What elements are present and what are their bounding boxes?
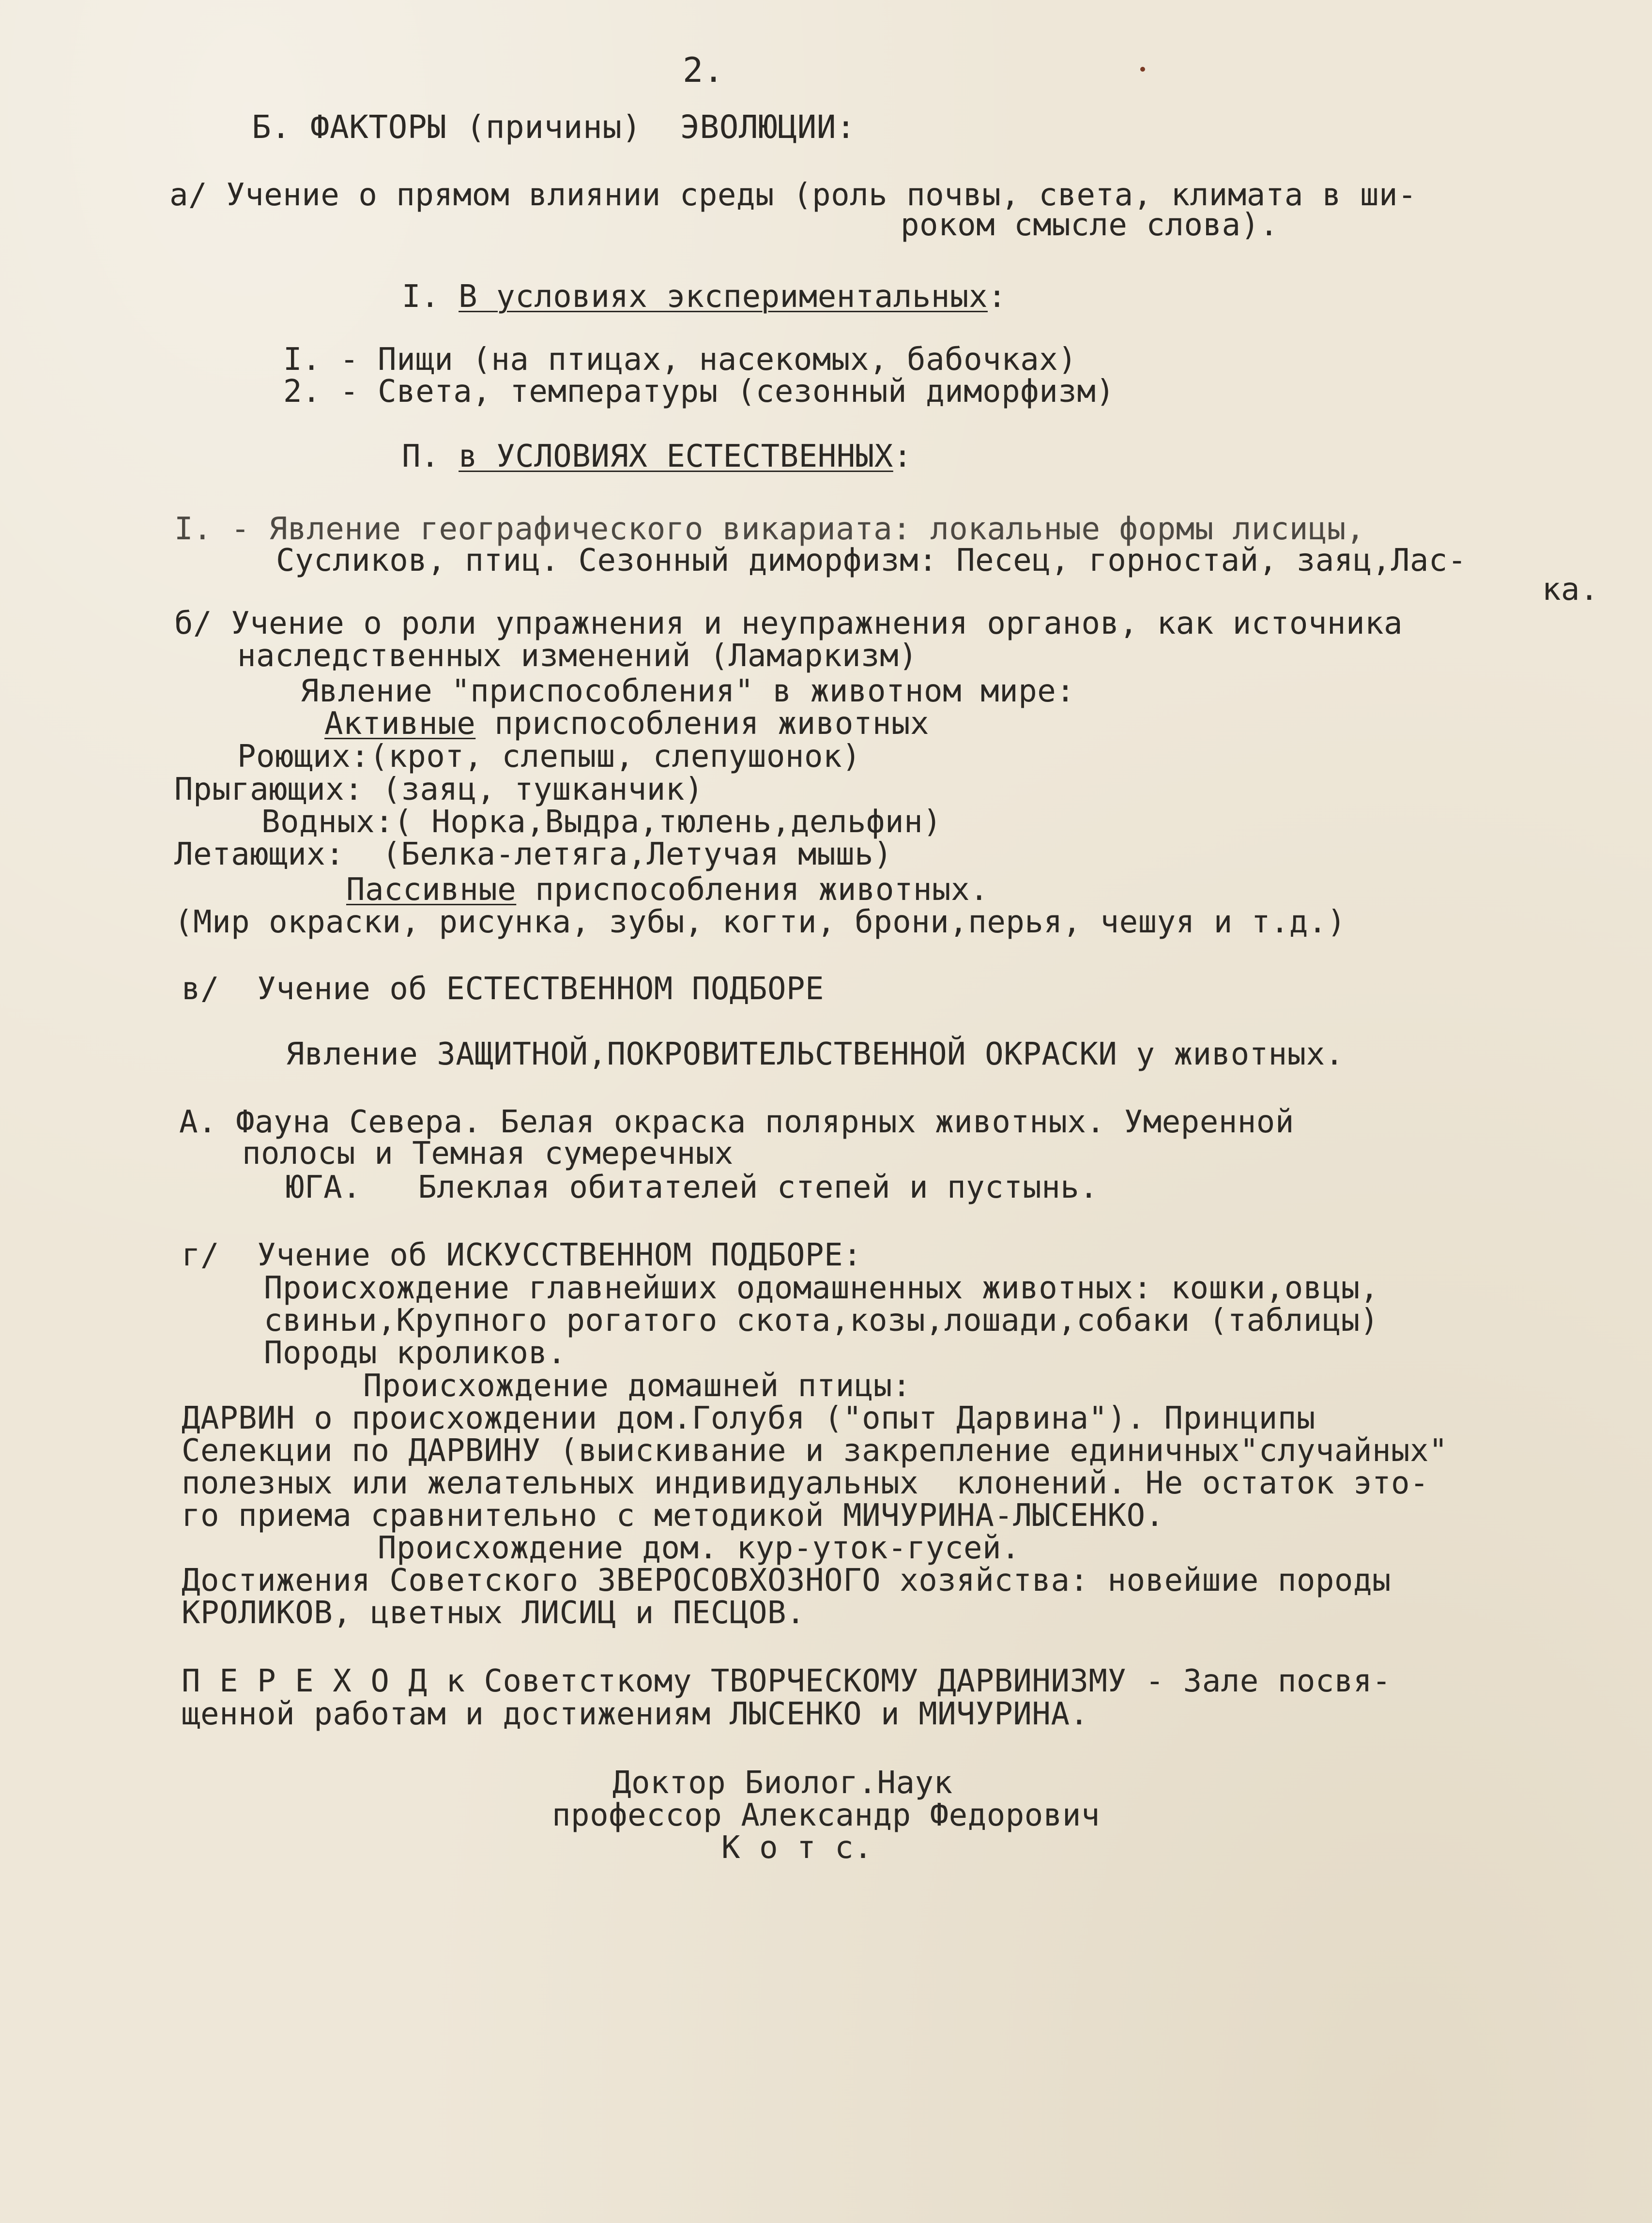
section-g-line-7: Селекции по ДАРВИНУ (выискивание и закрепление единичных"случайных" bbox=[182, 1433, 1448, 1469]
subsection-natural-heading bbox=[402, 441, 912, 472]
page-number: 2. bbox=[683, 50, 724, 90]
active-rest: приспособления животных bbox=[475, 706, 929, 742]
transition-line-1: П Е Р Е Х О Д к Советсткому ТВОРЧЕСКОМУ ДАРВИНИЗМУ - Зале посвя- bbox=[182, 1663, 1391, 1699]
section-g-line-12: КРОЛИКОВ, цветных ЛИСИЦ и ПЕСЦОВ. bbox=[182, 1595, 806, 1631]
digging-animals: Роющих:(крот, слепыш, слепушонок) bbox=[237, 739, 861, 775]
subsection-experimental-heading bbox=[402, 281, 1007, 313]
passive-list: (Мир окраски, рисунка, зубы, когти, брони,перья, чешуя и т.д.) bbox=[174, 904, 1346, 940]
jumping-animals: Прыгающих: (заяц, тушканчик) bbox=[174, 772, 704, 807]
section-g-line-9: го приема сравнительно с методикой МИЧУРИНА-ЛЫСЕНКО. bbox=[182, 1498, 1164, 1534]
subsection-title: В условиях экспериментальных bbox=[459, 279, 988, 315]
fauna-line-3: ЮГА. Блеклая обитателей степей и пустынь. bbox=[286, 1170, 1099, 1205]
section-v-line-2: Явление ЗАЩИТНОЙ,ПОКРОВИТЕЛЬСТВЕННОЙ ОКРАСКИ у животных. bbox=[286, 1036, 1344, 1072]
flying-animals: Летающих: (Белка-летяга,Летучая мышь) bbox=[174, 837, 893, 872]
signature-degree: Доктор Биолог.Наук bbox=[612, 1765, 953, 1801]
section-a-line-2: роком смысле слова). bbox=[901, 207, 1279, 243]
section-g-line-2: Происхождение главнейших одомашненных животных: кошки,овцы, bbox=[264, 1270, 1379, 1306]
natural-line-2: Сусликов, птиц. Сезонный диморфизм: Песец, горностай, заяц,Лас- bbox=[276, 543, 1467, 579]
natural-line-3: ка. bbox=[1542, 572, 1599, 608]
section-g-line-3: свиньи,Крупного рогатого скота,козы,лошади,собаки (таблицы) bbox=[264, 1303, 1379, 1339]
passive-adaptations-heading bbox=[346, 874, 989, 906]
section-g-line-1: г/ Учение об ИСКУССТВЕННОМ ПОДБОРЕ: bbox=[182, 1237, 862, 1273]
transition-line-2: щенной работам и достижениям ЛЫСЕНКО и МИЧУРИНА. bbox=[182, 1696, 1089, 1732]
section-g-line-10: Происхождение дом. кур-уток-гусей. bbox=[378, 1530, 1021, 1566]
aquatic-animals: Водных:( Норка,Выдра,тюлень,дельфин) bbox=[261, 804, 942, 840]
ink-spot bbox=[1140, 67, 1145, 72]
section-v-line-1: в/ Учение об ЕСТЕСТВЕННОМ ПОДБОРЕ bbox=[182, 971, 825, 1007]
subsection-number: I. bbox=[402, 279, 459, 315]
experimental-item-2: 2. - Света, температуры (сезонный диморфизм) bbox=[283, 374, 1115, 410]
section-heading: Б. ФАКТОРЫ (причины) ЭВОЛЮЦИИ: bbox=[252, 108, 856, 146]
fauna-line-1: А. Фауна Севера. Белая окраска полярных животных. Умеренной bbox=[179, 1104, 1294, 1140]
subsection-colon: : bbox=[893, 439, 912, 474]
signature-title-name: профессор Александр Федорович bbox=[552, 1797, 1100, 1833]
active-word: Активные bbox=[324, 706, 476, 742]
subsection-colon: : bbox=[987, 279, 1007, 315]
section-b-line-1: б/ Учение о роли упражнения и неупражнения органов, как источника bbox=[174, 606, 1403, 641]
section-b-line-2: наследственных изменений (Ламаркизм) bbox=[237, 638, 918, 674]
section-g-line-5: Происхождение домашней птицы: bbox=[363, 1368, 911, 1404]
passive-rest: приспособления животных. bbox=[516, 872, 989, 908]
section-g-line-4: Породы кроликов. bbox=[264, 1335, 566, 1371]
natural-line-1: I. - Явление географического викариата: локальные формы лисицы, bbox=[174, 511, 1365, 547]
subsection-number: П. bbox=[402, 439, 459, 474]
section-g-line-8: полезных или желательных индивидуальных клонений. Не остаток это- bbox=[182, 1465, 1429, 1501]
fauna-line-2: полосы и Темная сумеречных bbox=[242, 1136, 734, 1172]
section-g-line-11: Достижения Советского ЗВЕРОСОВХОЗНОГО хозяйства: новейшие породы bbox=[182, 1563, 1391, 1599]
section-g-line-6: ДАРВИН о происхождении дом.Голубя ("опыт Дарвина"). Принципы bbox=[182, 1401, 1315, 1436]
signature-surname: К о т с. bbox=[721, 1830, 873, 1866]
active-adaptations-heading bbox=[324, 708, 929, 740]
section-a-line-1: а/ Учение о прямом влиянии среды (роль почвы, света, климата в ши- bbox=[169, 177, 1417, 213]
experimental-item-1: I. - Пищи (на птицах, насекомых, бабочках) bbox=[283, 342, 1077, 378]
subsection-title: в УСЛОВИЯХ ЕСТЕСТВЕННЫХ bbox=[459, 439, 893, 474]
passive-word: Пассивные bbox=[346, 872, 517, 908]
section-b-line-3: Явление "приспособления" в животном мире: bbox=[300, 673, 1075, 709]
